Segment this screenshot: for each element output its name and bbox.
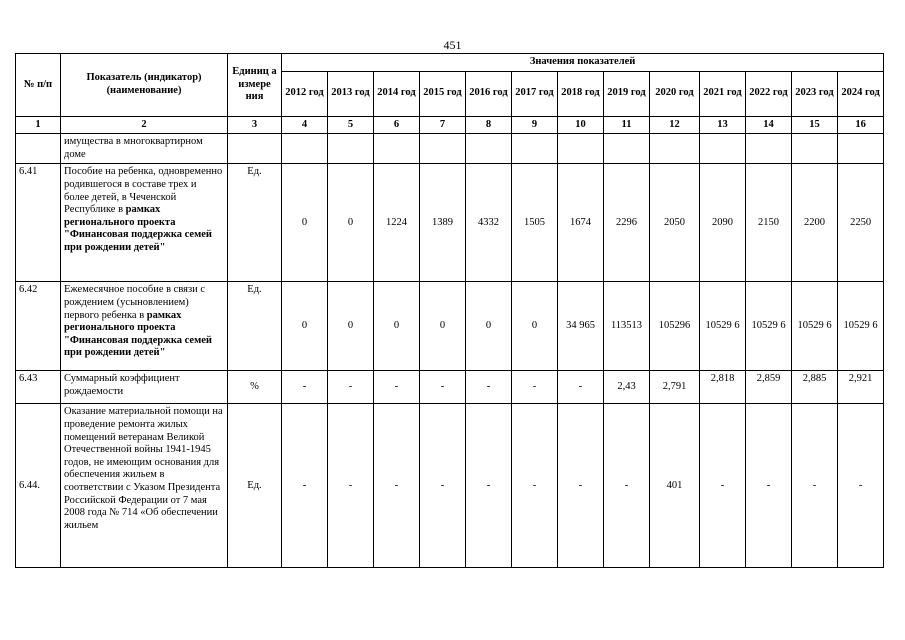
value-cell [466,134,512,164]
row-unit: Ед. [228,404,282,568]
value-cell: 2050 [650,164,700,282]
value-cell: - [838,404,884,568]
value-cell: 1674 [558,164,604,282]
value-cell [282,134,328,164]
column-number: 14 [746,116,792,134]
table-row [16,134,884,164]
year-header: 2013 год [328,71,374,116]
value-cell: - [558,404,604,568]
column-number: 9 [512,116,558,134]
year-header: 2020 год [650,71,700,116]
value-cell: 1224 [374,164,420,282]
column-number: 13 [700,116,746,134]
value-cell: 2,859 [746,371,792,404]
row-unit [228,134,282,164]
value-cell: 4332 [466,164,512,282]
indicator-header: Показатель (индикатор) (наименование) [61,54,228,117]
value-cell: 0 [374,282,420,371]
value-cell: - [328,404,374,568]
value-cell: - [466,404,512,568]
row-number: 6.43 [16,371,61,404]
value-cell: 0 [282,164,328,282]
year-header: 2018 год [558,71,604,116]
num-header: № п/п [16,54,61,117]
indicators-table [15,53,884,568]
year-header: 2012 год [282,71,328,116]
year-header: 2015 год [420,71,466,116]
value-cell: 2,921 [838,371,884,404]
row-unit: Ед. [228,164,282,282]
row-indicator [61,404,228,568]
column-number: 16 [838,116,884,134]
value-cell: 2296 [604,164,650,282]
value-cell: - [792,404,838,568]
value-cell: - [374,371,420,404]
column-number: 7 [420,116,466,134]
column-number: 10 [558,116,604,134]
year-header: 2022 год [746,71,792,116]
value-cell: 2200 [792,164,838,282]
value-cell [558,134,604,164]
value-cell: 2150 [746,164,792,282]
value-cell: 0 [328,164,374,282]
value-cell: 0 [466,282,512,371]
column-number: 2 [61,116,228,134]
value-cell: 2,885 [792,371,838,404]
column-number: 5 [328,116,374,134]
column-number: 15 [792,116,838,134]
value-cell: - [746,404,792,568]
value-cell [792,134,838,164]
value-cell: 10529 6 [700,282,746,371]
row-indicator [61,134,228,164]
column-number: 4 [282,116,328,134]
value-cell: - [328,371,374,404]
row-number: 6.44. [16,404,61,568]
indicator-text: Оказание материальной помощи на проведение ремонта жилых помещений ветеранам Великой Отечественной войны 1941-1945 годов, не имеющим основания для обеспечения жильем в соответствии с Указом Президента Российской Федерации от 7 мая 2008 года № 714 «Об обеспечении жильем [64,406,223,531]
indicator-text: Ежемесячное пособие в связи с рождением (усыновлением) первого ребенка в [64,284,206,321]
year-header: 2017 год [512,71,558,116]
column-number-row [16,116,884,134]
value-cell: 1389 [420,164,466,282]
value-cell: 113513 [604,282,650,371]
row-number: 6.41 [16,164,61,282]
value-cell [746,134,792,164]
year-header: 2014 год [374,71,420,116]
value-cell: 10529 6 [838,282,884,371]
value-cell: - [374,404,420,568]
year-header: 2024 год [838,71,884,116]
column-number: 12 [650,116,700,134]
value-cell: - [420,404,466,568]
table-row [16,164,884,282]
indicator-text: имущества в многоквартирном доме [64,136,203,160]
value-cell: 0 [512,282,558,371]
value-cell: 34 965 [558,282,604,371]
value-cell: 2,43 [604,371,650,404]
indicator-bold-text: рамках регионального проекта "Финансовая поддержка семей при рождении детей" [64,309,212,359]
page-number: 451 [443,38,462,52]
row-unit: % [228,371,282,404]
value-cell: 105296 [650,282,700,371]
value-cell: - [512,404,558,568]
value-cell: 2,818 [700,371,746,404]
indicator-text: Суммарный коэффициент рождаемости [64,373,180,397]
column-number: 11 [604,116,650,134]
unit-header: Единиц а измере ния [228,54,282,117]
value-cell: - [282,404,328,568]
value-cell: 0 [282,282,328,371]
value-cell [650,134,700,164]
value-cell: - [604,404,650,568]
value-cell [512,134,558,164]
table-row [16,404,884,568]
value-cell: 0 [420,282,466,371]
row-indicator [61,371,228,404]
row-indicator [61,282,228,371]
column-number: 3 [228,116,282,134]
value-cell: 2250 [838,164,884,282]
column-number: 6 [374,116,420,134]
row-number: 6.42 [16,282,61,371]
column-number: 8 [466,116,512,134]
value-cell: 2,791 [650,371,700,404]
value-cell: - [558,371,604,404]
value-cell: 401 [650,404,700,568]
column-number: 1 [16,116,61,134]
value-cell [328,134,374,164]
table-row [16,371,884,404]
value-cell [604,134,650,164]
year-header: 2016 год [466,71,512,116]
value-cell: - [466,371,512,404]
row-unit: Ед. [228,282,282,371]
value-cell: - [700,404,746,568]
table-row [16,282,884,371]
header-row-top [16,54,884,72]
row-number [16,134,61,164]
value-cell [838,134,884,164]
year-header: 2021 год [700,71,746,116]
year-header: 2019 год [604,71,650,116]
value-cell [420,134,466,164]
value-cell: 2090 [700,164,746,282]
value-cell: - [282,371,328,404]
year-header: 2023 год [792,71,838,116]
values-header: Значения показателей [282,54,884,72]
value-cell: - [512,371,558,404]
value-cell [700,134,746,164]
value-cell: 1505 [512,164,558,282]
indicator-text: Пособие на ребенка, одновременно родившегося в составе трех и более детей, в Чеченской Республике в [64,166,223,216]
value-cell: 10529 6 [746,282,792,371]
value-cell: 10529 6 [792,282,838,371]
indicator-bold-text: рамках регионального проекта "Финансовая поддержка семей при рождении детей" [64,204,212,253]
value-cell: 0 [328,282,374,371]
value-cell: - [420,371,466,404]
value-cell [374,134,420,164]
row-indicator [61,164,228,282]
